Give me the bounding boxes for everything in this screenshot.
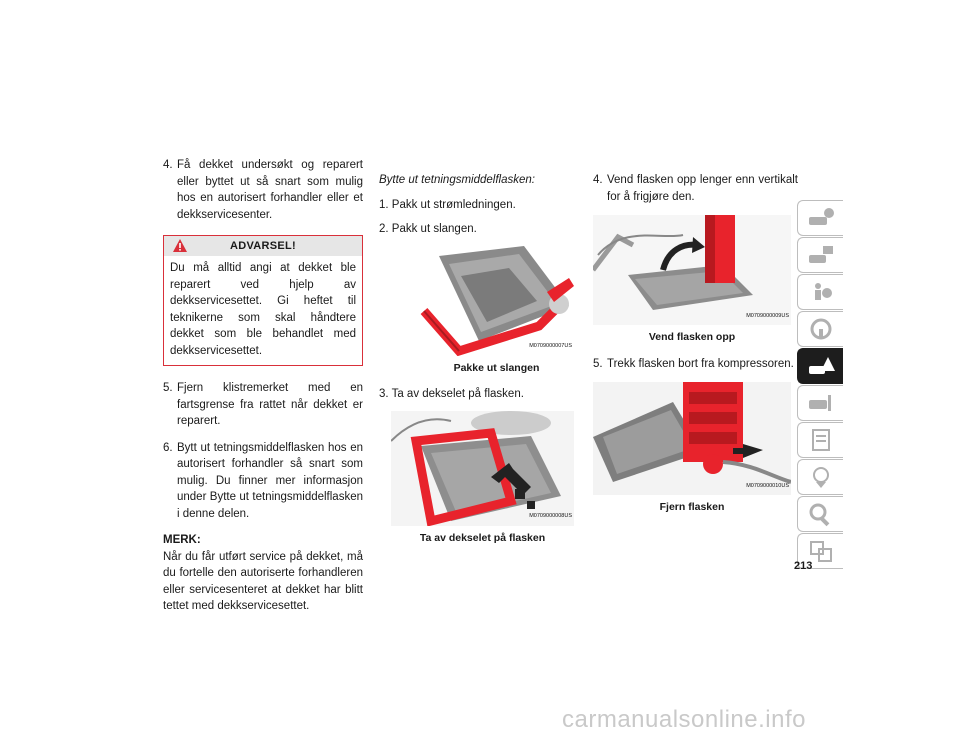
figure-code: M0709000009US bbox=[746, 312, 789, 319]
tab-servicing[interactable] bbox=[797, 385, 843, 421]
chapter-tab-sidebar bbox=[797, 200, 843, 570]
tab-getting-to-know[interactable] bbox=[797, 200, 843, 236]
step-3-remove-cover: 3. Ta av dekselet på flasken. bbox=[379, 388, 524, 400]
step-6-replace-bottle bbox=[163, 440, 363, 523]
step-5-pull-bottle bbox=[593, 356, 798, 373]
navigation-icon bbox=[806, 464, 836, 490]
tab-technical-specs[interactable] bbox=[797, 422, 843, 458]
checklist-icon bbox=[806, 427, 836, 453]
step-number: 5. bbox=[593, 357, 603, 370]
figure-flip-bottle bbox=[593, 215, 791, 325]
watermark: carmanualsonline.info bbox=[562, 706, 806, 733]
column-middle bbox=[379, 172, 579, 556]
warning-title: ADVARSEL! bbox=[229, 240, 297, 252]
steering-wheel-icon bbox=[806, 316, 836, 342]
tab-driving[interactable] bbox=[797, 311, 843, 347]
figure-unpack-hose bbox=[419, 246, 574, 356]
figure-caption: Fjern flasken bbox=[659, 501, 725, 513]
figure-code: M0709000008US bbox=[529, 513, 572, 519]
step-2-unpack-hose: 2. Pakk ut slangen. bbox=[379, 223, 477, 235]
step-4-flip-bottle bbox=[593, 172, 798, 205]
step-text: Få dekket undersøkt og reparert eller byttet ut så snart som mulig hos en autorisert forhandler eller et dekkservicesenter. bbox=[177, 159, 363, 221]
tab-getting-started[interactable] bbox=[797, 237, 843, 273]
tab-in-case-of-emergency[interactable] bbox=[797, 348, 843, 384]
figure-caption: Vend flasken opp bbox=[648, 331, 736, 343]
figure-caption: Pakke ut slangen bbox=[453, 361, 540, 374]
figure-caption: Ta av dekselet på flasken bbox=[419, 531, 546, 544]
step-4-inspect-tire bbox=[163, 157, 363, 223]
note-text: Når du får utført service på dekket, må du fortelle den autoriserte forhandleren eller servicesenteret at dekket har blitt tettet med dekkservicesettet. bbox=[163, 550, 363, 612]
warning-header bbox=[164, 236, 362, 256]
section-heading: Bytte ut tetningsmiddelflasken: bbox=[379, 174, 535, 186]
step-number: 5. bbox=[163, 382, 173, 394]
step-number: 4. bbox=[163, 159, 173, 171]
warning-box bbox=[163, 235, 363, 366]
figure-code: M0709000007US bbox=[529, 343, 572, 349]
figure-code: M0709000010US bbox=[746, 482, 789, 489]
step-text: Bytt ut tetningsmiddelflasken hos en autorisert forhandler så snart som mulig. Du finner mer informasjon under Bytte ut tetningsmiddelflasken i denne delen. bbox=[177, 441, 363, 520]
step-text: Trekk flasken bort fra kompressoren. bbox=[607, 357, 794, 370]
figure-remove-cover bbox=[391, 411, 574, 526]
step-5-remove-sticker bbox=[163, 380, 363, 430]
car-dashboard-icon bbox=[806, 205, 836, 231]
warning-text: Du må alltid angi at dekket ble reparert ved hjelp av dekkservicesettet. Gi heftet til teknikerne som skal håndtere dekket som ble behandlet med dekkservicesettet. bbox=[170, 262, 356, 357]
car-service-icon bbox=[806, 390, 836, 416]
airbag-icon bbox=[806, 279, 836, 305]
warning-triangle-icon bbox=[172, 238, 188, 260]
step-number: 6. bbox=[163, 441, 173, 454]
page-number: 213 bbox=[794, 560, 813, 572]
column-left bbox=[163, 157, 363, 615]
tab-multimedia[interactable] bbox=[797, 459, 843, 495]
tab-customer-assistance[interactable] bbox=[797, 496, 843, 532]
car-mail-icon bbox=[806, 242, 836, 268]
note-title: MERK: bbox=[163, 534, 201, 546]
tab-safety[interactable] bbox=[797, 274, 843, 310]
step-1-unpack-cord: 1. Pakk ut strømledningen. bbox=[379, 198, 516, 211]
step-text: Fjern klistremerket med en fartsgrense fra rattet når dekket er reparert. bbox=[177, 382, 363, 427]
figure-remove-bottle bbox=[593, 382, 791, 495]
search-icon bbox=[806, 501, 836, 527]
step-number: 4. bbox=[593, 174, 603, 186]
column-right bbox=[593, 172, 798, 526]
step-text: Vend flasken opp lenger enn vertikalt for å frigjøre den. bbox=[607, 174, 798, 203]
roadside-emergency-icon bbox=[806, 353, 836, 379]
